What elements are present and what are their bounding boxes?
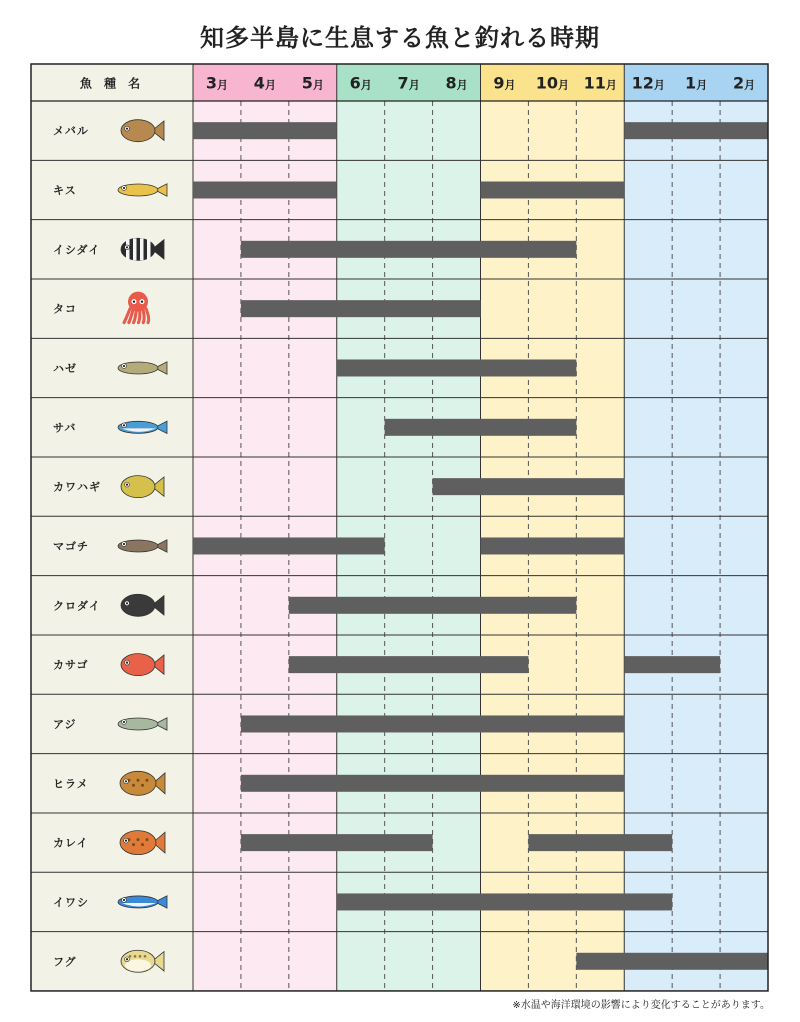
season-bar (193, 537, 385, 554)
season-bar (481, 537, 625, 554)
season-bar (576, 953, 768, 970)
fish-name: ハゼ (53, 361, 77, 375)
fish-name: タコ (53, 302, 77, 316)
season-bar (337, 893, 672, 910)
season-bar (241, 300, 481, 317)
season-bar (241, 834, 433, 851)
month-label: 1月 (685, 73, 708, 93)
month-label: 11月 (583, 73, 617, 93)
fish-name: カワハギ (53, 480, 101, 494)
month-label: 3月 (205, 73, 229, 93)
month-label: 8月 (445, 73, 468, 93)
season-body-winter (624, 101, 768, 991)
month-label: 4月 (253, 73, 276, 93)
month-label: 12月 (631, 73, 665, 93)
name-column-bg (31, 64, 193, 991)
month-label: 10月 (535, 73, 570, 93)
season-bar (385, 419, 577, 436)
fish-name: クロダイ (53, 599, 101, 613)
page-title: 知多半島に生息する魚と釣れる時期 (200, 24, 600, 52)
season-bar (624, 656, 720, 673)
season-bar (289, 597, 577, 614)
fish-name: サバ (53, 421, 77, 435)
month-label: 6月 (349, 73, 372, 93)
row-header-label: 魚 種 名 (79, 76, 145, 91)
month-label: 5月 (301, 73, 324, 93)
season-bar (241, 715, 624, 732)
season-bar (528, 834, 672, 851)
fish-name: キス (53, 183, 77, 197)
season-bar (433, 478, 625, 495)
season-bar (193, 122, 337, 139)
fish-name: ヒラメ (53, 777, 89, 791)
season-bar (241, 241, 576, 258)
season-bar (337, 359, 577, 376)
season-bar (624, 122, 768, 139)
season-bar (241, 775, 624, 792)
footnote: ※水温や海洋環境の影響により変化することがあります。 (512, 1000, 770, 1011)
fish-name: イシダイ (53, 243, 101, 257)
month-label: 9月 (493, 73, 516, 93)
fish-name: カサゴ (53, 658, 89, 672)
fish-name: フグ (53, 955, 77, 969)
season-bar (289, 656, 529, 673)
month-label: 7月 (397, 73, 420, 93)
fish-name: メバル (53, 124, 89, 138)
fish-name: カレイ (53, 836, 89, 850)
season-bar (481, 181, 625, 198)
fish-name: イワシ (53, 895, 89, 909)
season-bar (193, 181, 337, 198)
fish-name: マゴチ (53, 539, 89, 553)
month-label: 2月 (732, 73, 756, 93)
fish-name: アジ (53, 717, 77, 731)
